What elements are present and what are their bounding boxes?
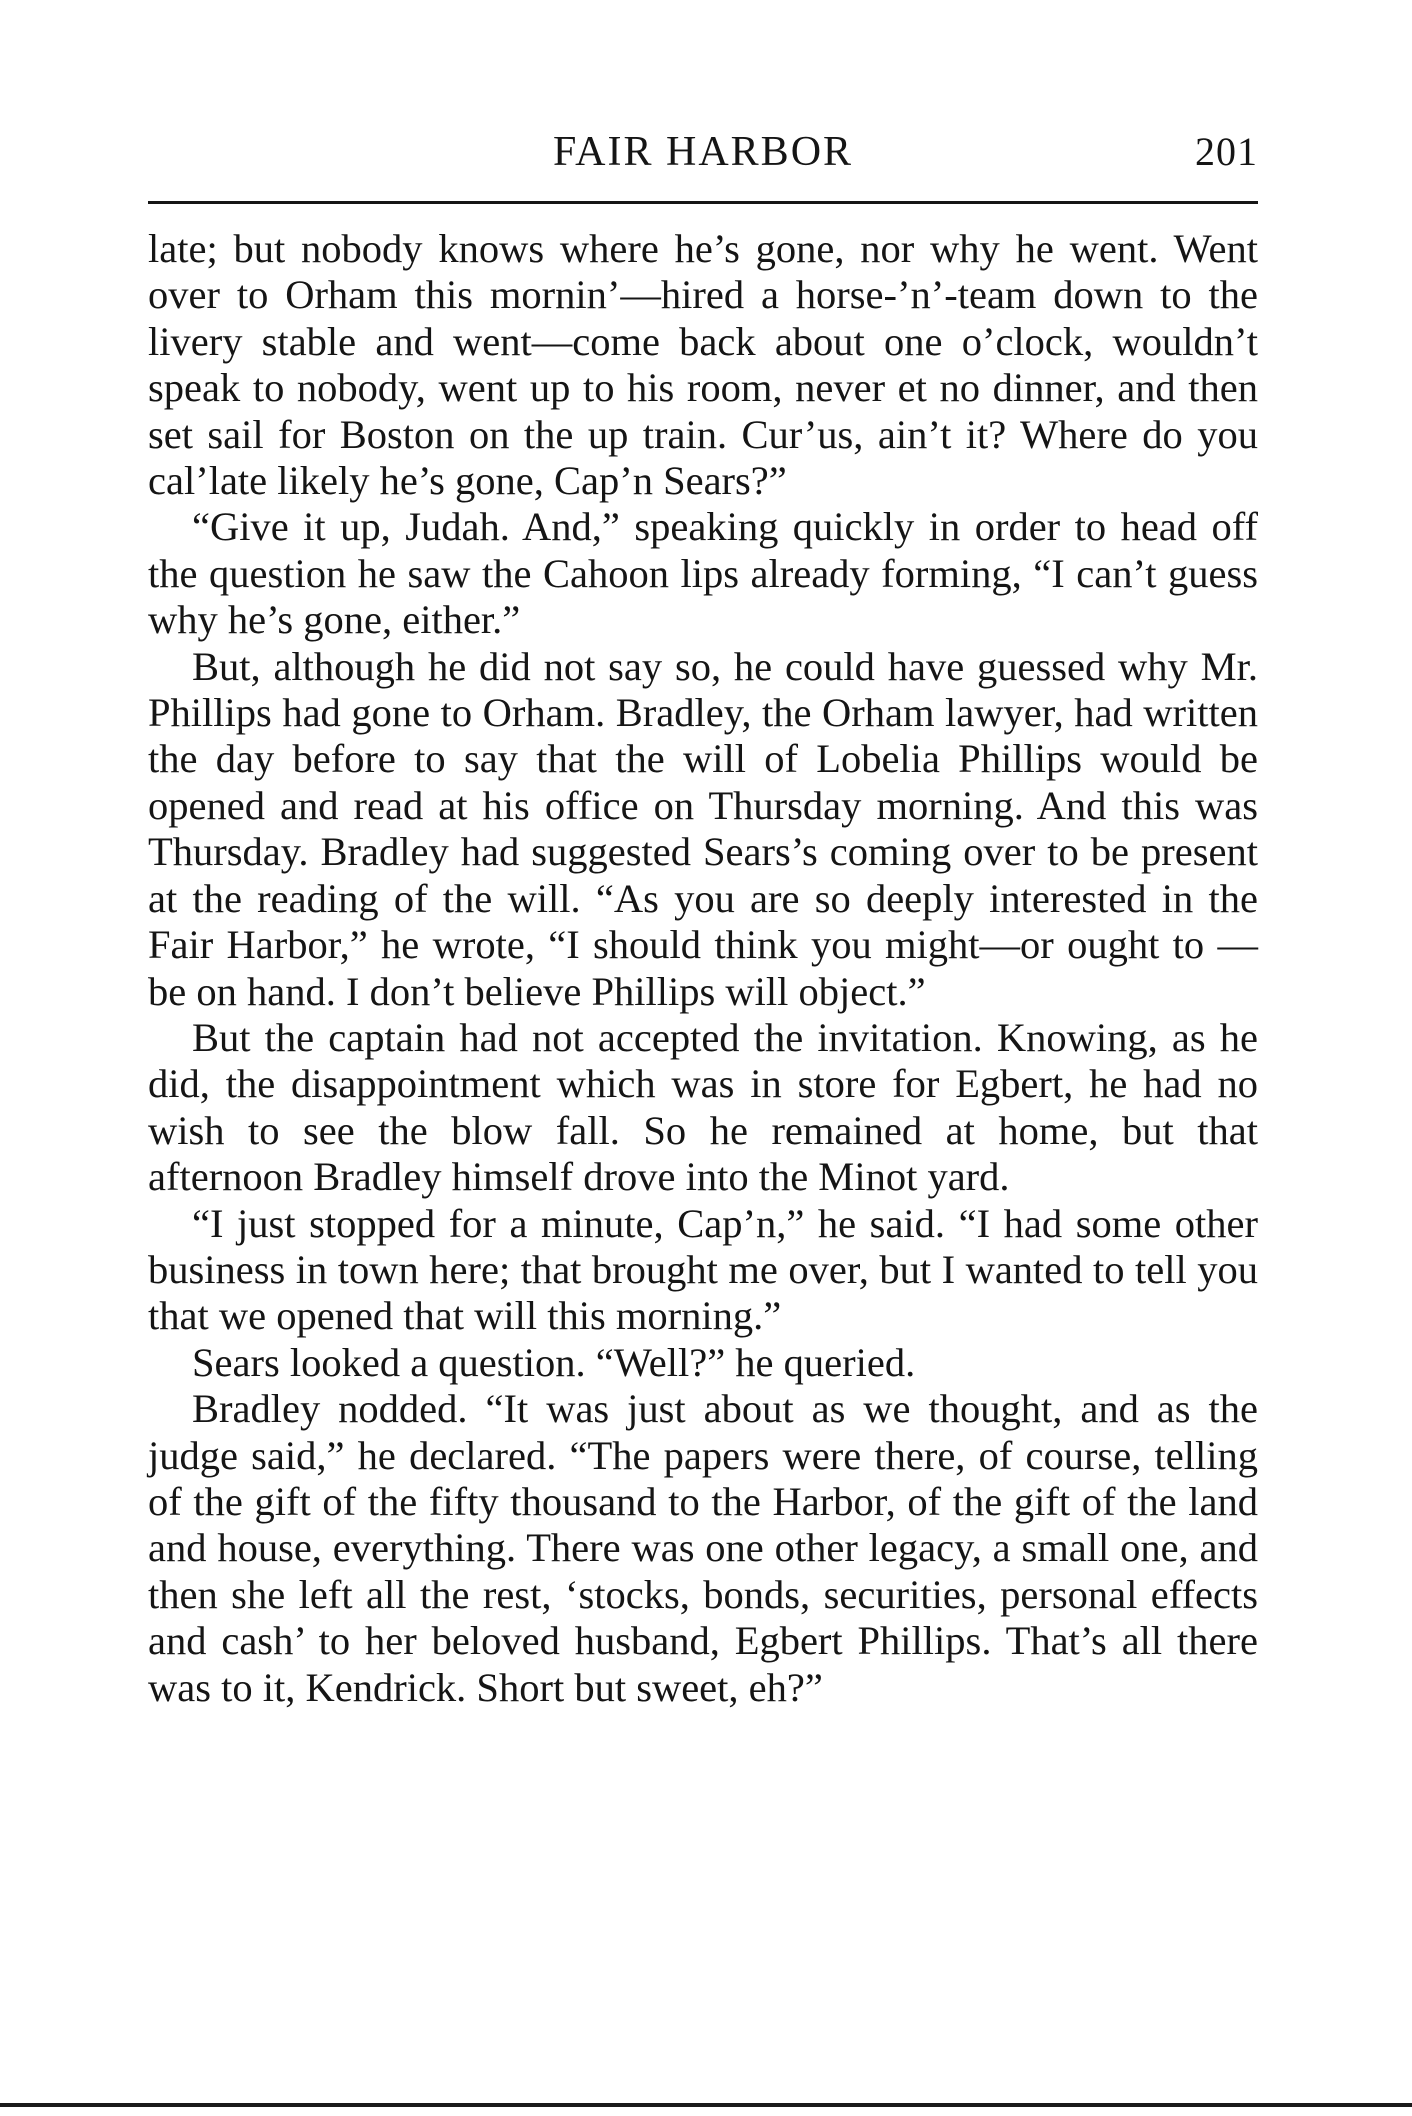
paragraph-1: late; but nobody knows where he’s gone, nor why he went. Went over to Orham this mornin’—hired a horse-’n’-team down to the livery stable and went—come back about one o’clock, wouldn’t speak to nobody, went up to his room, never et no dinner, and then set sail for Boston on the up train. Cur’us, ain’t it? Where do you cal’late likely he’s gone, Cap’n Sears?” [148,226,1258,504]
paragraph-3: But, although he did not say so, he could have guessed why Mr. Phillips had gone to Orham. Bradley, the Orham lawyer, had written the day before to say that the will of Lobelia Phillips would be opened and read at his office on Thursday morning. And this was Thursday. Bradley had suggested Sears’s coming over to be present at the reading of the will. “As you are so deeply interested in the Fair Harbor,” he wrote, “I should think you might—or ought to —be on hand. I don’t believe Phillips will object.” [148,643,1258,1014]
running-title: FAIR HARBOR [552,129,854,175]
paragraph-7: Bradley nodded. “It was just about as we thought, and as the judge said,” he declared. “The papers were there, of course, telling of the gift of the fifty thousand to the Harbor, of the gift of the land and house, everything. There was one other legacy, a small one, and then she left all the rest, ‘stocks, bonds, securities, personal effects and cash’ to her beloved husband, Egbert Phillips. That’s all there was to it, Kendrick. Short but sweet, eh?” [148,1386,1258,1710]
paragraph-4: But the captain had not accepted the invitation. Knowing, as he did, the disappointment which was in store for Egbert, he had no wish to see the blow fall. So he remained at home, but that afternoon Bradley himself drove into the Minot yard. [148,1014,1258,1200]
paragraph-6: Sears looked a question. “Well?” he queried. [192,1339,916,1385]
paragraph-2: “Give it up, Judah. And,” speaking quickly in order to head off the question he saw the Cahoon lips already forming, “I can’t guess why he’s gone, either.” [148,504,1258,643]
paragraph-5: “I just stopped for a minute, Cap’n,” he said. “I had some other business in town here; that brought me over, but I wanted to tell you that we opened that will this morning.” [148,1200,1258,1339]
page-number: 201 [1195,129,1258,174]
header-rule [148,201,1258,204]
running-head [148,128,1258,186]
scan-bottom-edge [0,2103,1412,2107]
body-text [148,226,1258,1711]
